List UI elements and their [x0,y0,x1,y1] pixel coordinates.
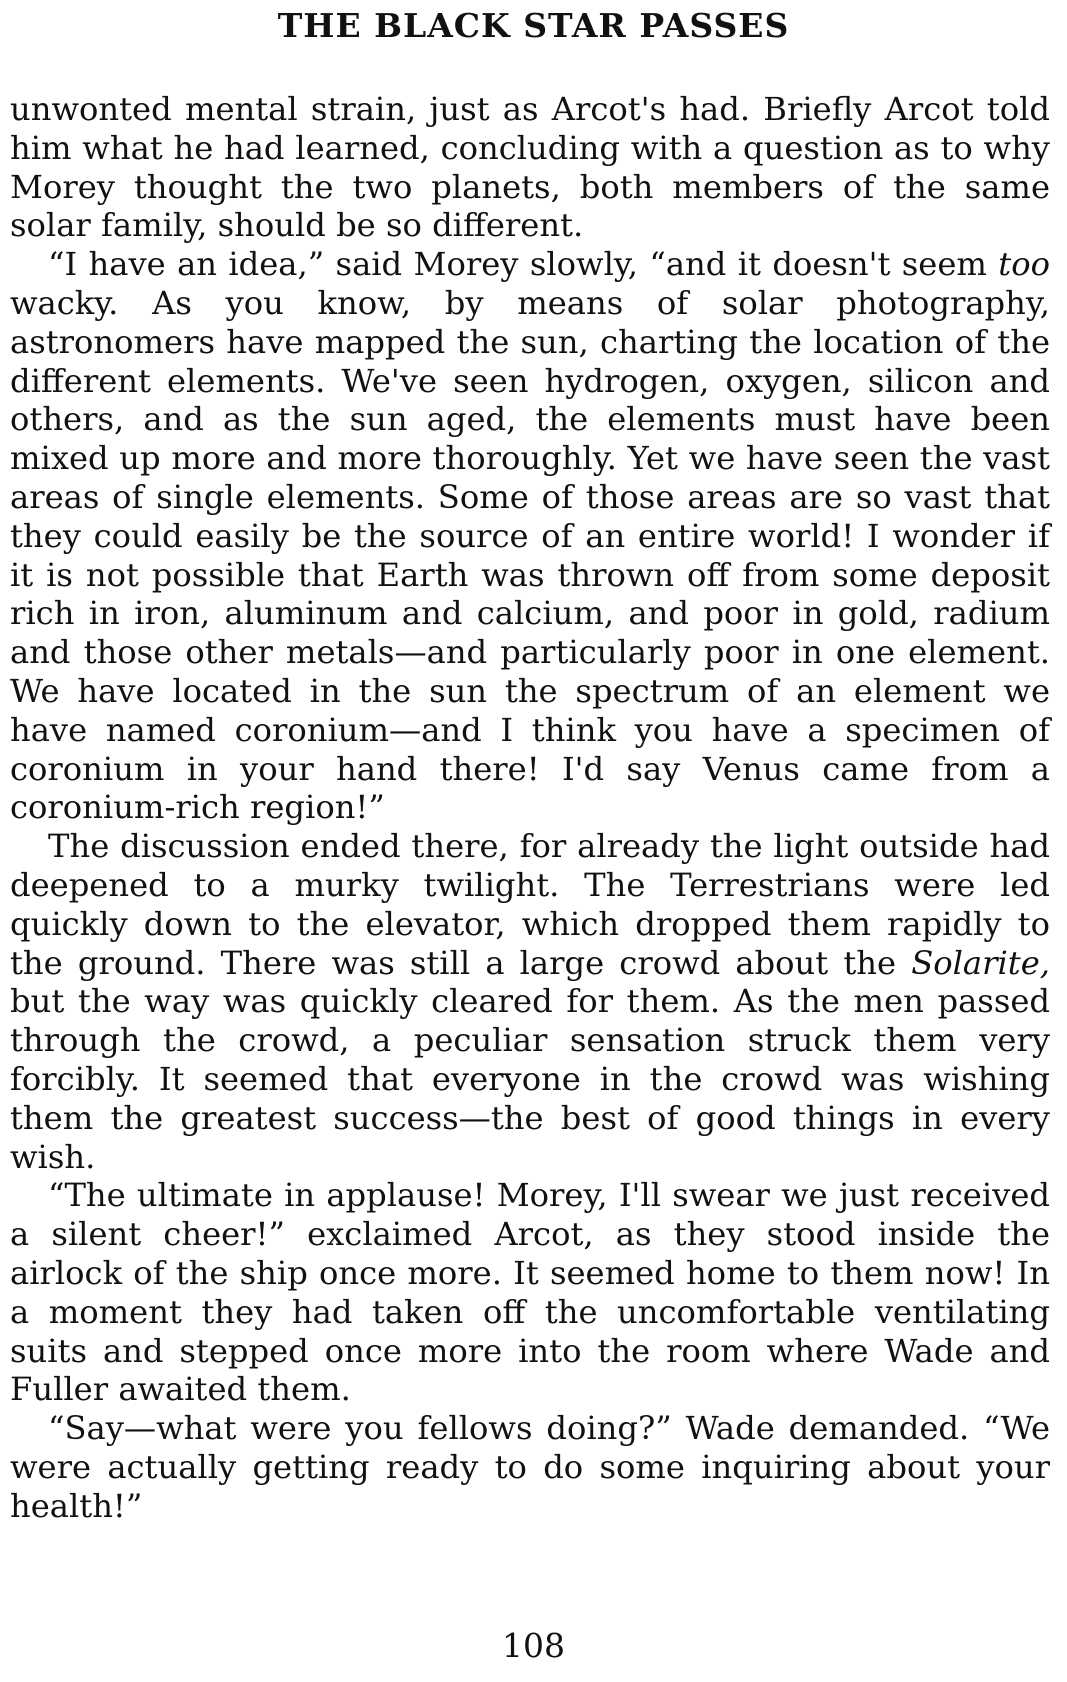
page-number: 108 [502,1626,565,1665]
text-run: “Say—what were you fellows doing?” Wade demanded. “We were actually getting ready to do some inquiring about your health!” [10,1409,1050,1525]
paragraph [10,90,1050,245]
text-run: “The ultimate in applause! Morey, I'll swear we just received a silent cheer!” exclaimed Arcot, as they stood inside the airlock of the ship once more. It seemed home to them now! In a moment they had taken off the uncomfortable ventilating suits and stepped once more into the room where Wade and Fuller awaited them. [10,1176,1050,1409]
text-run: unwonted mental strain, just as Arcot's had. Briefly Arcot told him what he had learned, concluding with a question as to why Morey thought the two planets, both members of the same solar family, should be so different. [10,90,1050,245]
italic-text: too [998,245,1050,284]
text-run: “I have an idea,” said Morey slowly, “and it doesn't seem [48,245,999,284]
text-run: wacky. As you know, by means of solar photography, astronomers have mapped the sun, charting the location of the different elements. We've seen hydrogen, oxygen, silicon and others, and as the sun aged, the elements must have been mixed up more and more thoroughly. Yet we have seen the vast areas of single elements. Some of those areas are so vast that they could easily be the source of an entire world! I wonder if it is not possible that Earth was thrown off from some deposit rich in iron, aluminum and calcium, and poor in gold, radium and those other metals—and particularly poor in one element. We have located in the sun the spectrum of an element we have named coronium—and I think you have a specimen of coronium in your hand there! I'd say Venus came from a coronium-rich region!” [10,283,1050,827]
running-head: THE BLACK STAR PASSES [277,6,790,45]
paragraph [10,827,1050,1176]
body-text [10,90,1050,1525]
paragraph [10,1176,1050,1409]
italic-text: Solarite, [911,943,1050,982]
paragraph [10,245,1050,827]
text-run: The discussion ended there, for already the light outside had deepened to a murky twilight. The Terrestrians were led quickly down to the elevator, which dropped them rapidly to the ground. There was still a large crowd about the [10,827,1050,982]
paragraph [10,1409,1050,1525]
text-run: but the way was quickly cleared for them. As the men passed through the crowd, a peculiar sensation struck them very forcibly. It seemed that everyone in the crowd was wishing them the greatest success—the best of good things in every wish. [10,982,1050,1176]
